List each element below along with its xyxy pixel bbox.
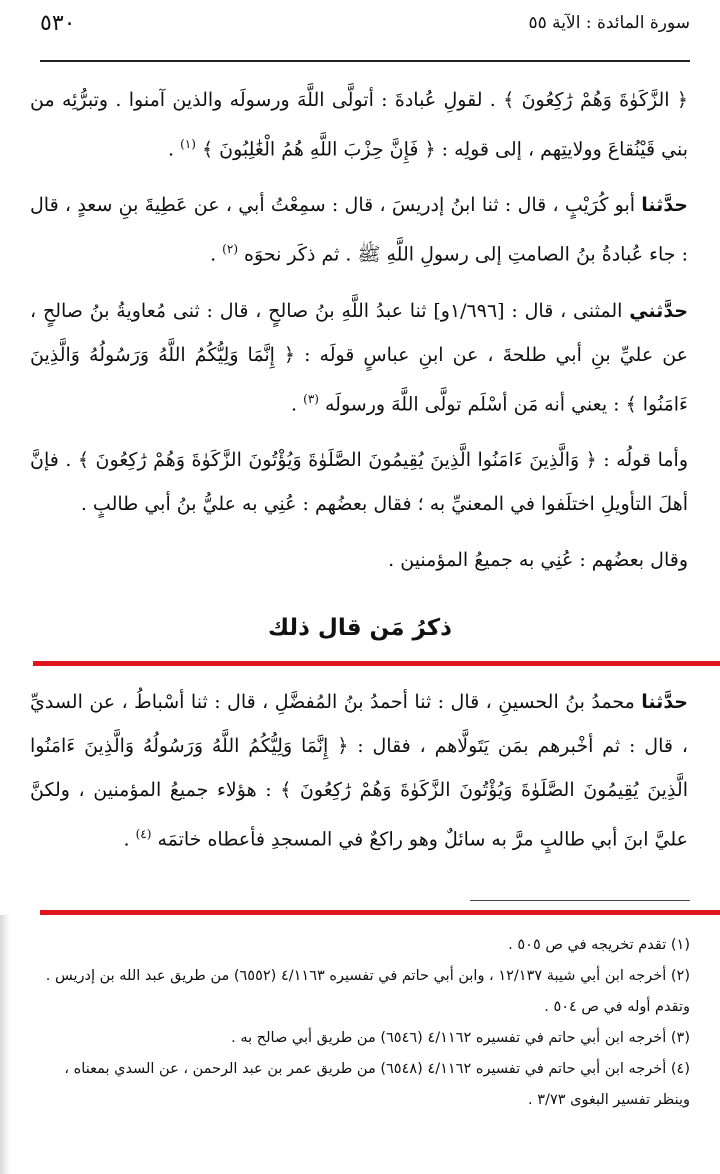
header-divider	[40, 60, 690, 62]
footnote: (٢) أخرجه ابن أبي شيبة ١٢/١٣٧ ، وابن أبي حاتم في تفسيره ٤/١١٦٣ (٦٥٥٢) من طريق عبد الله بن إدريس . وتقدم أوله في ص ٥٠٤ .	[45, 968, 690, 1015]
paragraph: حدَّثني المثنى ، قال : [١/٦٩٦و] ثنا عبدُ اللَّهِ بنُ صالحٍ ، قال : ثنى مُعاويةُ بنُ صالحٍ ، عن عليِّ بنِ أبي طلحةَ ، عن ابنِ عباسٍ قولَه : ﴿ إِنَّمَا وَلِيُّكُمُ اللَّهُ وَرَسُولُهُ وَالَّذِينَ ءَامَنُوا ﴾ : يعني أنه مَن أسْلَم تولَّى اللَّهَ ورسولَه $^{(٣)}$ .	[30, 299, 688, 415]
paragraph: حدَّثنا أبو كُرَيْبٍ ، قال : ثنا ابنُ إدريسَ ، قال : سمِعْتُ أبي ، عن عَطِيةَ بنِ سعدٍ ، قال : جاء عُبادةُ بنُ الصامتِ إلى رسولِ اللَّهِ ﷺ . ثم ذكَر نحوَه $^{(٢)}$ .	[30, 194, 688, 266]
footnote-ref: (٢)	[222, 242, 238, 257]
paragraph-text: المثنى ، قال : [١/٦٩٦و] ثنا عبدُ اللَّهِ بنُ صالحٍ ، قال : ثنى مُعاويةُ بنُ صالحٍ ، عن عليِّ بنِ أبي طلحةَ ، عن ابنِ عباسٍ قولَه : ﴿ إِنَّمَا وَلِيُّكُمُ اللَّهُ وَرَسُولُهُ وَالَّذِينَ ءَامَنُوا ﴾ : يعني أنه مَن أسْلَم تولَّى اللَّهَ ورسولَه	[30, 299, 688, 415]
paragraph	[30, 438, 688, 526]
footnote-ref: (٣)	[303, 391, 319, 406]
footnote-ref: (١)	[180, 137, 196, 151]
footnote: (٣) أخرجه ابن أبي حاتم في تفسيره ٤/١١٦٢ (٦٥٤٦) من طريق أبي صالح به .	[231, 1030, 690, 1046]
paragraph-text: وقال بعضُهم : عُنِي به جميعُ المؤمنين .	[388, 548, 688, 571]
section-heading: ذكرُ مَن قال ذلك	[268, 615, 452, 641]
running-title: سورة المائدة : الآية ٥٥	[528, 13, 690, 33]
highlight-rule-top	[33, 661, 720, 666]
paragraph: حدَّثنا محمدُ بنُ الحسينِ ، قال : ثنا أحمدُ بنُ المُفضَّلِ ، قال : ثنا أسْباطُ ، عن السديِّ ، قال : ثم أخْبرهم بمَن يَتَولَّاهم ، فقال : ﴿ إِنَّمَا وَلِيُّكُمُ اللَّهُ وَرَسُولُهُ وَالَّذِينَ ءَامَنُوا الَّذِينَ يُقِيمُونَ الصَّلَوٰةَ وَيُؤْتُونَ الزَّكَوٰةَ وَهُمْ رَٰكِعُونَ ﴾ : هؤلاء جميعُ المؤمنين ، ولكنَّ عليَّ ابنَ أبي طالبٍ مرَّ به سائلٌ وهو راكعٌ في المسجدِ فأعطاه خاتمَه $^{(٤)}$ .	[30, 691, 688, 851]
footnote: (١) تقدم تخريجه في ص ٥٠٥ .	[508, 937, 690, 953]
footnote-ref: (٤)	[135, 827, 152, 841]
main-text	[30, 78, 688, 594]
page-header	[40, 8, 690, 38]
page-number: ٥٣٠	[40, 10, 76, 36]
paragraph-lead: حدَّثني	[629, 299, 688, 322]
paragraph-text: أبو كُرَيْبٍ ، قال : ثنا ابنُ إدريسَ ، قال : سمِعْتُ أبي ، عن عَطِيةَ بنِ سعدٍ ، قال : جاء عُبادةُ بنُ الصامتِ إلى رسولِ اللَّهِ ﷺ . ثم ذكَر نحوَه	[30, 194, 688, 266]
paragraph-text: وأما قولُه : ﴿ وَالَّذِينَ ءَامَنُوا الَّذِينَ يُقِيمُونَ الصَّلَوٰةَ وَيُؤْتُونَ الزَّكَوٰةَ وَهُمْ رَٰكِعُونَ ﴾ . فإنَّ أهلَ التأويلِ اختلَفوا في المعنيِّ به ؛ فقال بعضُهم : عُنِي به عليُّ بنُ أبي طالبٍ .	[30, 448, 688, 515]
footnote: (٤) أخرجه ابن أبي حاتم في تفسيره ٤/١١٦٢ (٦٥٤٨) من طريق عمر بن عبد الرحمن ، عن السدي بمعناه ، وينظر تفسير البغوى ٣/٧٣ .	[64, 1061, 690, 1108]
footnotes	[30, 930, 690, 1116]
paragraph-lead: حدَّثنا	[641, 194, 688, 217]
paragraph-lead: حدَّثنا	[641, 691, 688, 713]
paragraph-text: محمدُ بنُ الحسينِ ، قال : ثنا أحمدُ بنُ المُفضَّلِ ، قال : ثنا أسْباطُ ، عن السديِّ ، قال : ثم أخْبرهم بمَن يَتَولَّاهم ، فقال : ﴿ إِنَّمَا وَلِيُّكُمُ اللَّهُ وَرَسُولُهُ وَالَّذِينَ ءَامَنُوا الَّذِينَ يُقِيمُونَ الصَّلَوٰةَ وَيُؤْتُونَ الزَّكَوٰةَ وَهُمْ رَٰكِعُونَ ﴾ : هؤلاء جميعُ المؤمنين ، ولكنَّ عليَّ ابنَ أبي طالبٍ مرَّ به سائلٌ وهو راكعٌ في المسجدِ فأعطاه خاتمَه	[30, 691, 688, 851]
quoted-report	[30, 680, 688, 861]
paragraph	[30, 538, 688, 582]
paragraph-text: ﴿ الزَّكَوٰةَ وَهُمْ رَٰكِعُونَ ﴾ . لقولِ عُبادةَ : أتولَّى اللَّهَ ورسولَه والذين آمنوا . وتبرُّئِه من بني قَيْنُقاعَ وولايتِهم ، إلى قولِه : ﴿ فَإِنَّ حِزْبَ اللَّهِ هُمُ الْغَٰلِبُونَ ﴾	[30, 89, 688, 161]
paragraph: ﴿ الزَّكَوٰةَ وَهُمْ رَٰكِعُونَ ﴾ . لقولِ عُبادةَ : أتولَّى اللَّهَ ورسولَه والذين آمنوا . وتبرُّئِه من بني قَيْنُقاعَ وولايتِهم ، إلى قولِه : ﴿ فَإِنَّ حِزْبَ اللَّهِ هُمُ الْغَٰلِبُونَ ﴾ $^{(١)}$ .	[30, 89, 688, 161]
page-edge-shadow	[0, 915, 10, 1174]
highlight-rule-bottom	[40, 910, 720, 915]
footnote-divider	[470, 900, 690, 901]
